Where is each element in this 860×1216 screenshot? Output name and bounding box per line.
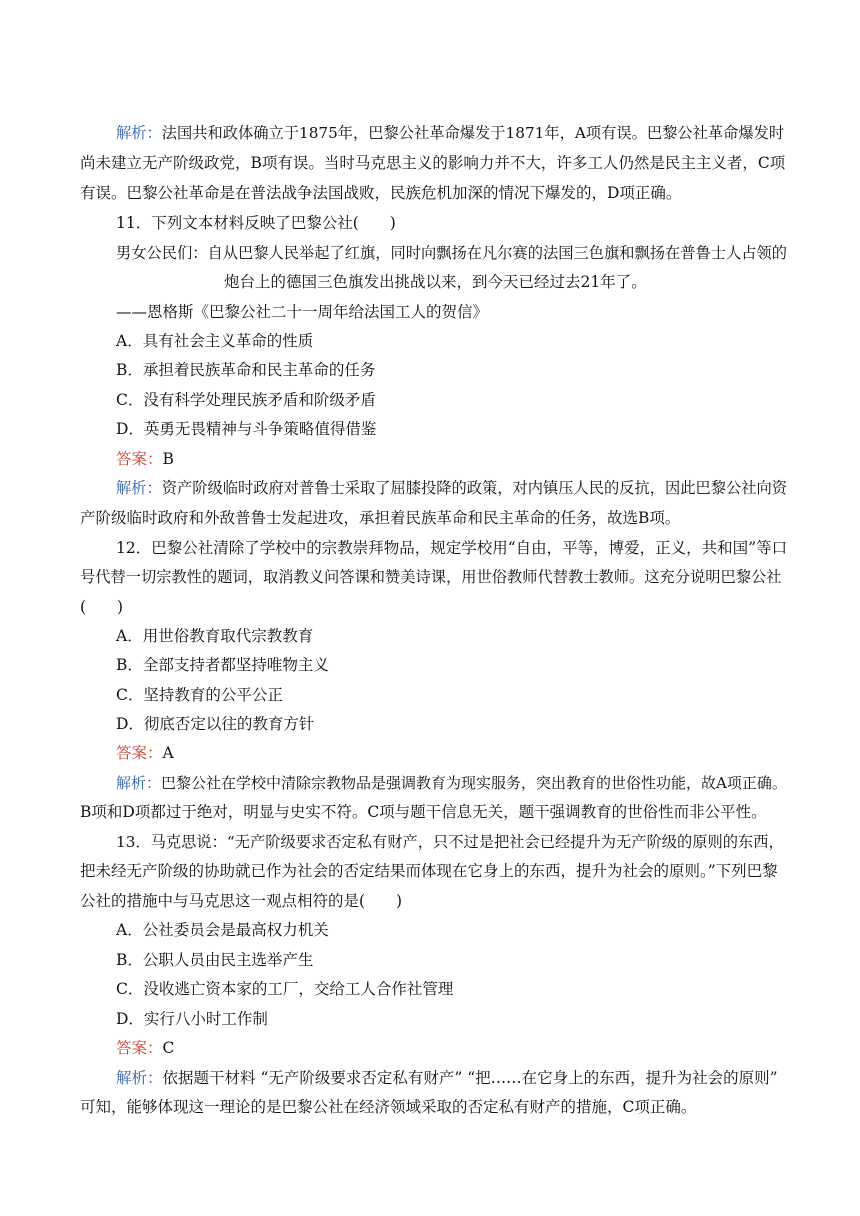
question-stem: ( ): [80, 598, 124, 616]
analysis-line: 尚未建立无产阶级政党，B项有误。当时马克思主义的影响力并不大，许多工人仍然是民主主义者，C项: [80, 154, 786, 172]
answer-value: B: [162, 450, 174, 468]
analysis-text: 依据题干材料 “无产阶级要求否定私有财产” “把……在它身上的东西，提升为社会的原则”: [162, 1069, 778, 1087]
question-stem: 13．马克思说：“无产阶级要求否定私有财产，只不过是把社会已经提升为无产阶级的原则的东西，: [116, 833, 784, 851]
analysis-text: 巴黎公社在学校中清除宗教物品是强调教育为现实服务，突出教育的世俗性功能，故A项正确。: [161, 774, 787, 792]
option-c: C．没有科学处理民族矛盾和阶级矛盾: [116, 391, 376, 409]
analysis-text: 法国共和政体确立于1875年，巴黎公社革命爆发于1871年，A项有误。巴黎公社革命爆发时: [161, 124, 785, 142]
material-text: 男女公民们：自从巴黎人民举起了红旗，同时向飘扬在凡尔赛的法国三色旗和飘扬在普鲁士人占领的: [116, 244, 787, 262]
question-stem: 把未经无产阶级的协助就已作为社会的否定结果而体现在它身上的东西，提升为社会的原则。”下列巴黎: [80, 862, 778, 880]
question-stem: 12．巴黎公社清除了学校中的宗教崇拜物品，规定学校用“自由，平等，博爱，正义，共和国”等口: [116, 539, 788, 557]
analysis-line: [116, 122, 784, 144]
analysis-line: [116, 477, 787, 499]
analysis-line: 有误。巴黎公社革命是在普法战争法国战败，民族危机加深的情况下爆发的，D项正确。: [80, 184, 682, 202]
analysis-line: B项和D项都过于绝对，明显与史实不符。C项与题干信息无关，题干强调教育的世俗性而非公平性。: [80, 803, 767, 821]
analysis-line: 可知，能够体现这一理论的是巴黎公社在经济领域采取的否定私有财产的措施，C项正确。: [80, 1098, 697, 1116]
answer-value: A: [162, 744, 174, 762]
option-a: A．用世俗教育取代宗教教育: [116, 627, 314, 645]
question-stem: 号代替一切宗教性的题词，取消教义问答课和赞美诗课，用世俗教师代替教士教师。这充分说明巴黎公社: [80, 568, 782, 586]
question-stem: 11．下列文本材料反映了巴黎公社( ): [116, 214, 396, 232]
option-d: D．彻底否定以往的教育方针: [116, 715, 315, 733]
analysis-line: [116, 772, 787, 794]
analysis-label: 解析：: [116, 1069, 163, 1087]
option-d: D．实行八小时工作制: [116, 1010, 268, 1028]
analysis-label: 解析：: [116, 774, 162, 792]
option-b: B．承担着民族革命和民主革命的任务: [116, 361, 376, 379]
answer-line: [116, 1037, 174, 1059]
analysis-label: 解析：: [116, 479, 162, 497]
answer-label: 答案：: [116, 1039, 163, 1057]
answer-line: [116, 448, 174, 470]
question-stem: 公社的措施中与马克思这一观点相符的是( ): [80, 892, 403, 910]
analysis-text: 资产阶级临时政府对普鲁士采取了屈膝投降的政策，对内镇压人民的反抗，因此巴黎公社向资: [161, 479, 787, 497]
option-a: A．公社委员会是最高权力机关: [116, 921, 329, 939]
option-a: A．具有社会主义革命的性质: [116, 332, 314, 350]
option-b: B．全部支持者都坚持唯物主义: [116, 656, 329, 674]
option-b: B．公职人员由民主选举产生: [116, 951, 314, 969]
option-c: C．没收逃亡资本家的工厂，交给工人合作社管理: [116, 980, 454, 998]
material-text: 炮台上的德国三色旗发出挑战以来，到今天已经过去21年了。: [224, 273, 647, 291]
answer-label: 答案：: [116, 744, 163, 762]
option-c: C．坚持教育的公平公正: [116, 686, 283, 704]
answer-value: C: [162, 1039, 175, 1057]
answer-line: [116, 742, 174, 764]
option-d: D．英勇无畏精神与斗争策略值得借鉴: [116, 420, 377, 438]
answer-label: 答案：: [116, 450, 163, 468]
analysis-label: 解析：: [116, 124, 162, 142]
analysis-line: [116, 1067, 778, 1089]
analysis-line: 产阶级临时政府和外敌普鲁士发起进攻，承担着民族革命和民主革命的任务，故选B项。: [80, 509, 681, 527]
material-source: ——恩格斯《巴黎公社二十一周年给法国工人的贺信》: [116, 303, 489, 321]
